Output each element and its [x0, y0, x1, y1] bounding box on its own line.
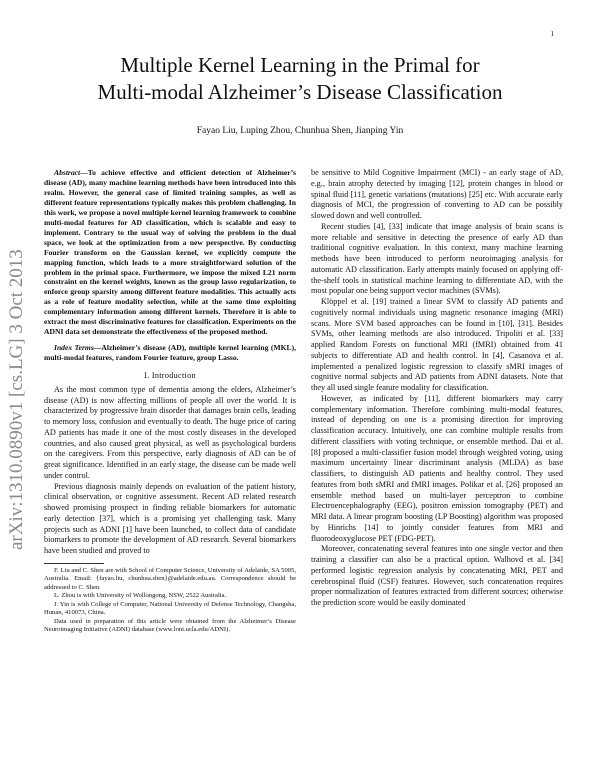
index-terms	[44, 343, 296, 363]
footnote: L. Zhou is with University of Wollongong, NSW, 2522 Australia.	[54, 592, 227, 600]
abstract-label: Abstract	[54, 168, 81, 177]
right-paragraph: Moreover, concatenating several features into one single vector and then training a classifier can also be a practical option. Walhovd et al. [34] performed logistic regression analysis by concatenating MRI, PET and cerebrospinal fluid (CSF) features. However, such concatenation requires proper normalization of features extracted from different sources; otherwise the prediction score would be easily dominated	[311, 544, 563, 607]
page-number: 1	[550, 30, 554, 38]
abstract	[44, 168, 296, 337]
section-heading: I. Introduction	[144, 371, 196, 381]
index-terms-text: —Alzheimer’s disease (AD), multiple kernel learning (MKL), multi-modal features, random Fourier feature, group Lasso.	[44, 343, 297, 363]
right-paragraph: be sensitive to Mild Cognitive Impairment (MCI) - an early stage of AD, e.g., brain atrophy detected by imaging [12], protein changes in blood or spinal fluid [11], genetic variations (mutations) [25] etc. With accurate early diagnosis of MCI, the progression of converting to AD can be possibly slowed down and well controlled.	[311, 168, 563, 220]
footnote: Data used in preparation of this article were obtained from the Alzheimer’s Disease Neuroimaging Initiative (ADNI) database (www.loni.ucla.edu/ADNI).	[44, 617, 296, 634]
title-line-2: Multi-modal Alzheimer’s Disease Classification	[97, 80, 503, 104]
left-paragraph: Previous diagnosis mainly depends on evaluation of the patient history, clinical observation, or cognitive assessment. Recent AD related research showed promising prospect in finding reliable biomarkers for automatic early detection [37], which is a promising yet challenging task. Many projects such as ADNI [1] have been launched, to collect data of candidate biomarkers to promote the development of AD research. Several biomarkers have been studied and proved to	[44, 481, 296, 556]
right-paragraph: However, as indicated by [11], different biomarkers may carry complementary information. Therefore combining multi-modal features, instead of depending on one is a promising direction for improving classification accuracy. Intuitively, one can combine multiple results from different classifiers with voting technique, or ensemble method. Dai et al. [8] proposed a multi-classifier fusion model through weighted voting, using maximum uncertainty linear discriminant analysis (MLDA) as base classifiers, to distinguish AD patients and healthy control. They used features from both sMRI and fMRI images. Polikar et al. [26] proposed an ensemble method based on multi-layer perceptron to combine Electroencephalography (EEG), positron emission tomography (PET) and MRI data. A linear program boosting (LP Boosting) algorithm was proposed by Hinrichs [14] to jointly consider features from MRI and fluorodeoxyglucose PET (FDG-PET).	[311, 393, 563, 543]
right-paragraph: Klöppel et al. [19] trained a linear SVM to classify AD patients and cognitively normal individuals using magnetic resonance imaging (MRI) scans. More SVM based approaches can be found in [10], [31]. Besides SVMs, other learning methods are also introduced. Tripoliti et al. [33] applied Random Forests on functional MRI (fMRI) obtained from 41 subjects to differentiate AD and health control. In [4], Casanova et al. implemented a penalized logistic regression to classify sMRI images of cognitive normal subjects and AD patients from ADNI datasets. Note that they all used single feature modality for classification.	[311, 297, 563, 392]
authors: Fayao Liu, Luping Zhou, Chunhua Shen, Jianping Yin	[196, 126, 404, 136]
arxiv-stamp: arXiv:1310.0890v1 [cs.LG] 3 Oct 2013	[6, 249, 27, 551]
footnote: F. Liu and C. Shen are with School of Computer Science, University of Adelaide, SA 5005, Australia. Email: {fayao.liu, chunhua.shen}@adelaide.edu.au. Correspondence should be addressed to C. Shen.	[44, 566, 296, 591]
right-paragraph: Recent studies [4], [33] indicate that image analysis of brain scans is more reliable and sensitive in detecting the presence of early AD than traditional cognitive evaluation. In this context, many machine learning methods have been introduced to perform neuroimaging analysis for automatic AD classification. Early attempts mainly focused on applying off-the-shelf tools in statistical machine learning to differentiate AD, with the most popular one being support vector machines (SVMs).	[311, 221, 563, 296]
title-line-1: Multiple Kernel Learning in the Primal for	[120, 53, 480, 77]
index-terms-label: Index Terms	[54, 343, 94, 353]
abstract-text: —To achieve effective and efficient detection of Alzheimer’s disease (AD), many machine learning methods have been introduced into this realm. However, the general case of limited training samples, as well as different feature representations typically makes this problem challenging. In this work, we propose a novel multiple kernel learning framework to combine multi-modal features for AD classification, which is scalable and easy to implement. Contrary to the usual way of solving the problem in the dual space, we look at the optimization from a new perspective. By conducting Fourier transform on the Gaussian kernel, we explicitly compute the mapping function, which leads to a more straightforward solution of the problem in the primal space. Furthermore, we impose the mixed L21 norm constraint on the kernel weights, known as the group lasso regularization, to enforce group sparsity among different feature modalities. This actually acts as a role of feature modality selection, while at the same time exploiting complementary information among different kernels. Therefore it is able to extract the most discriminative features for classification. Experiments on the ADNI data set demonstrate the effectiveness of the proposed method.	[44, 168, 296, 337]
footnote-rule	[44, 563, 104, 564]
footnote: J. Yin is with College of Computer, National University of Defense Technology, Changsha, Hunan, 410073, China.	[44, 600, 296, 617]
left-column	[44, 168, 296, 635]
left-paragraph: As the most common type of dementia among the elders, Alzheimer’s disease (AD) is now affecting millions of people all over the world. It is characterized by progressive brain disorder that damages brain cells, leading to memory loss, confusion and eventually to death. The huge price of caring AD patients has made it one of the most costly diseases in the developed countries, and also caused great physical, as well as psychological burdens on the caregivers. From this perspective, early diagnosis of AD can be of great significance. Identified in an early stage, the disease can be made well under control.	[44, 384, 296, 480]
right-column	[311, 168, 563, 609]
paper-title	[40, 52, 560, 106]
